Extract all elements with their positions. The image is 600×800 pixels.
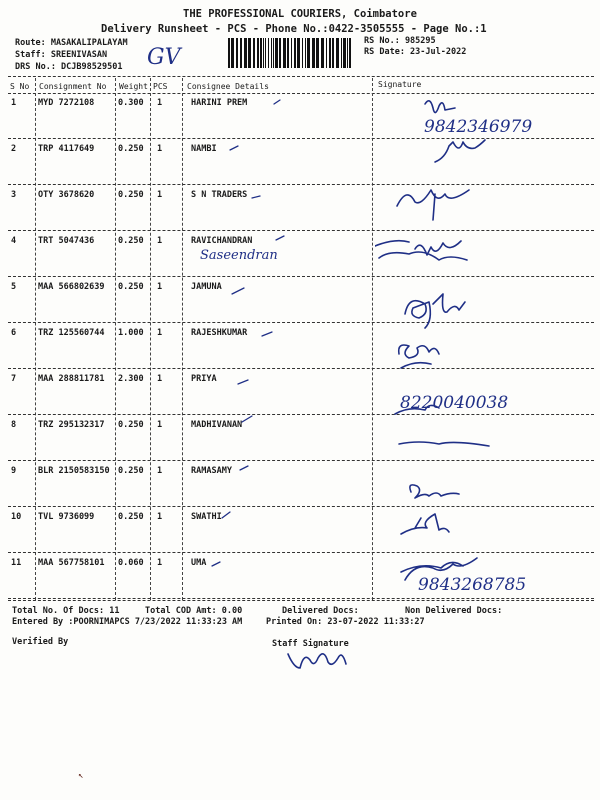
handwritten-phone: 8220040038: [400, 393, 509, 413]
handwritten-code: GV: [147, 45, 181, 70]
row-weight: 0.250: [118, 236, 144, 246]
tick-mark: [230, 146, 238, 150]
barcode-bar: [294, 38, 296, 68]
tick-mark: [242, 416, 252, 422]
row-weight: 0.250: [118, 282, 144, 292]
barcode-bar: [305, 38, 306, 68]
row-serial: 1: [11, 98, 17, 108]
signature-mark: [399, 345, 439, 368]
col-weight: Weight: [119, 82, 148, 91]
row-consignee: SWATHI: [191, 512, 222, 522]
row-serial: 4: [11, 236, 17, 246]
row-consignee: HARINI PREM: [191, 98, 248, 108]
row-weight: 2.300: [118, 374, 144, 384]
barcode-bar: [302, 38, 303, 68]
barcode-bar: [287, 38, 289, 68]
barcode-bar: [349, 38, 351, 68]
table-bottom-rule: [8, 600, 594, 601]
row-consignment-no: MYD 7272108: [38, 98, 95, 108]
row-weight: 1.000: [118, 328, 144, 338]
barcode-bar: [253, 38, 255, 68]
handwritten-phone: 9843268785: [418, 575, 527, 595]
table-top-rule: [8, 76, 594, 77]
row-weight: 0.250: [118, 420, 144, 430]
tick-mark: [212, 562, 220, 566]
row-serial: 2: [11, 144, 17, 154]
row-weight: 0.060: [118, 558, 144, 568]
row-weight: 0.250: [118, 466, 144, 476]
col-sno: S No: [10, 82, 30, 91]
tick-mark: [276, 236, 284, 240]
barcode-bar: [341, 38, 342, 68]
row-pcs: 1: [157, 466, 163, 476]
row-pcs: 1: [157, 420, 163, 430]
row-serial: 11: [11, 558, 22, 568]
col-consignee: Consignee Details: [187, 82, 269, 91]
barcode-bar: [297, 38, 300, 68]
barcode-bar: [265, 38, 266, 68]
staff-signature-mark: [284, 644, 354, 674]
tick-mark: [238, 380, 248, 384]
handwritten-note: Saseendran: [200, 248, 278, 263]
row-weight: 0.300: [118, 98, 144, 108]
row-consignee: MADHIVANAN: [191, 420, 243, 430]
drs-number: DRS No.: DCJB98529501: [15, 62, 123, 72]
staff-signature-label: Staff Signature: [272, 639, 349, 649]
barcode-bar: [316, 38, 319, 68]
signature-mark: [395, 405, 439, 414]
barcode-bar: [248, 38, 251, 68]
row-consignee: NAMBI: [191, 144, 217, 154]
column-divider: [150, 78, 151, 600]
signature-mark: [410, 485, 459, 498]
signature-mark: [405, 294, 465, 328]
tick-mark: [240, 466, 248, 470]
row-consignment-no: BLR 2150583150: [38, 466, 110, 476]
barcode-bar: [240, 38, 242, 68]
barcode-bar: [228, 38, 230, 68]
row-consignment-no: MAA 567758101: [38, 558, 105, 568]
delivered-docs: Delivered Docs:: [282, 606, 359, 616]
signature-mark: [375, 241, 467, 260]
barcode-bar: [307, 38, 310, 68]
row-pcs: 1: [157, 328, 163, 338]
tick-mark: [232, 288, 244, 294]
row-consignee: UMA: [191, 558, 207, 568]
row-pcs: 1: [157, 512, 163, 522]
row-pcs: 1: [157, 98, 163, 108]
verified-by: Verified By: [12, 637, 69, 647]
printed-on: Printed On: 23-07-2022 11:33:27: [266, 617, 425, 627]
row-consignment-no: TRZ 125560744: [38, 328, 105, 338]
entered-by: Entered By :POORNIMAPCS 7/23/2022 11:33:23 AM: [12, 617, 243, 627]
row-weight: 0.250: [118, 190, 144, 200]
row-pcs: 1: [157, 558, 163, 568]
row-consignment-no: MAA 566802639: [38, 282, 105, 292]
row-consignment-no: MAA 288811781: [38, 374, 105, 384]
signature-mark: [435, 140, 485, 162]
signature-mark: [399, 442, 489, 446]
row-serial: 10: [11, 512, 22, 522]
barcode-bar: [268, 38, 269, 68]
cursor-mark: ↖: [78, 771, 84, 781]
tick-mark: [274, 100, 280, 104]
row-serial: 5: [11, 282, 17, 292]
row-pcs: 1: [157, 282, 163, 292]
barcode-bar: [283, 38, 286, 68]
barcode-bar: [343, 38, 346, 68]
tick-mark: [222, 512, 230, 518]
barcode-bar: [336, 38, 339, 68]
row-consignee: JAMUNA: [191, 282, 222, 292]
tick-mark: [262, 332, 272, 336]
signature-mark: [425, 101, 455, 113]
row-weight: 0.250: [118, 144, 144, 154]
barcode-bar: [312, 38, 315, 68]
barcode-bar: [275, 38, 278, 68]
barcode-bar: [326, 38, 327, 68]
signature-mark: [397, 190, 469, 220]
row-consignee: RAJESHKUMAR: [191, 328, 248, 338]
row-consignee: PRIYA: [191, 374, 217, 384]
total-docs: Total No. Of Docs: 11: [12, 606, 120, 616]
row-consignment-no: TRT 5047436: [38, 236, 95, 246]
row-pcs: 1: [157, 144, 163, 154]
row-consignee: S N TRADERS: [191, 190, 248, 200]
col-consignment: Consignment No: [39, 82, 107, 91]
row-pcs: 1: [157, 236, 163, 246]
barcode: [226, 38, 354, 68]
handwritten-phone: 9842346979: [424, 117, 533, 137]
row-serial: 9: [11, 466, 17, 476]
barcode-bar: [271, 38, 272, 68]
rs-number: RS No.: 985295: [364, 36, 436, 46]
barcode-bar: [260, 38, 262, 68]
signature-scribbles: [375, 94, 595, 604]
rs-date: RS Date: 23-Jul-2022: [364, 47, 467, 57]
route-label: Route: MASAKALIPALAYAM: [15, 38, 128, 48]
tick-marks: [182, 94, 372, 584]
runsheet-subtitle: Delivery Runsheet - PCS - Phone No.:0422-3505555 - Page No.:1: [101, 23, 487, 35]
barcode-bar: [279, 38, 281, 68]
row-consignee: RAMASAMY: [191, 466, 232, 476]
barcode-bar: [273, 38, 274, 68]
barcode-bar: [257, 38, 259, 68]
column-divider: [372, 78, 373, 600]
barcode-bar: [231, 38, 234, 68]
column-divider: [35, 78, 36, 600]
row-consignment-no: TVL 9736099: [38, 512, 95, 522]
row-serial: 6: [11, 328, 17, 338]
barcode-bar: [329, 38, 331, 68]
row-serial: 7: [11, 374, 17, 384]
signature-mark: [401, 514, 449, 534]
company-title: THE PROFESSIONAL COURIERS, Coimbatore: [183, 8, 417, 20]
barcode-bar: [291, 38, 292, 68]
row-consignee: RAVICHANDRAN: [191, 236, 253, 246]
barcode-bar: [236, 38, 238, 68]
column-divider: [115, 78, 116, 600]
row-consignment-no: OTY 3678620: [38, 190, 95, 200]
staff-label: Staff: SREENIVASAN: [15, 50, 108, 60]
row-pcs: 1: [157, 374, 163, 384]
barcode-bar: [263, 38, 264, 68]
barcode-bar: [332, 38, 334, 68]
row-pcs: 1: [157, 190, 163, 200]
signature-mark: [401, 558, 477, 580]
total-cod: Total COD Amt: 0.00: [145, 606, 243, 616]
row-serial: 3: [11, 190, 17, 200]
col-pcs: PCS: [153, 82, 168, 91]
tick-mark: [252, 196, 260, 198]
non-delivered-docs: Non Delivered Docs:: [405, 606, 503, 616]
barcode-bar: [244, 38, 247, 68]
col-signature: Signature: [378, 80, 422, 89]
barcode-bar: [321, 38, 324, 68]
row-consignment-no: TRP 4117649: [38, 144, 95, 154]
row-consignment-no: TRZ 295132317: [38, 420, 105, 430]
barcode-bar: [347, 38, 348, 68]
row-serial: 8: [11, 420, 17, 430]
row-weight: 0.250: [118, 512, 144, 522]
